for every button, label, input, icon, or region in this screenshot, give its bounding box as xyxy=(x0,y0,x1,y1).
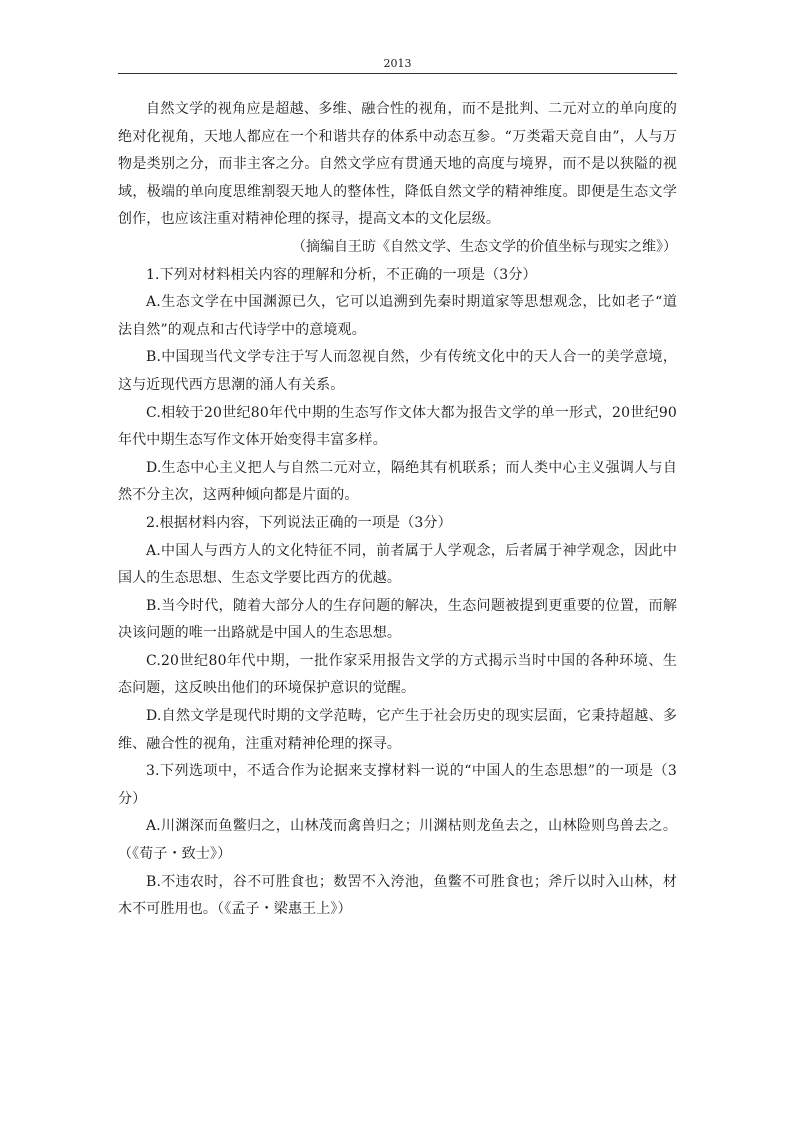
question-3-option-a: A.川渊深而鱼鳖归之，山林茂而禽兽归之；川渊枯则龙鱼去之，山林险则鸟兽去之。（《荀子・致士》） xyxy=(118,818,677,863)
question-2-stem: 2.根据材料内容，下列说法正确的一项是（3分） xyxy=(146,514,452,531)
question-2-option-c: C.20世纪80年代中期，一批作家采用报告文学的方式揭示当时中国的各种环境、生态问题，这反映出他们的环境保护意识的觉醒。 xyxy=(118,652,677,697)
passage-source: （摘编自王昉《自然文学、生态文学的价值坐标与现实之维》） xyxy=(292,238,677,255)
question-1-option-a: A.生态文学在中国渊源已久，它可以追溯到先秦时期道家等思想观念，比如老子“道法自然”的观点和古代诗学中的意境观。 xyxy=(118,294,677,338)
question-2-option-d: D.自然文学是现代时期的文学范畴，它产生于社会历史的现实层面，它秉持超越、多维、融合性的视角，注重对精神伦理的探寻。 xyxy=(118,708,677,752)
question-1-stem: 1.下列对材料相关内容的理解和分析，不正确的一项是（3分） xyxy=(146,266,537,283)
page-header: 2013 xyxy=(383,57,412,70)
question-1-option-d: D.生态中心主义把人与自然二元对立，隔绝其有机联系；而人类中心主义强调人与自然不分主次，这两种倾向都是片面的。 xyxy=(118,459,677,504)
document-body xyxy=(118,96,677,924)
question-1-option-c: C.相较于20世纪80年代中期的生态写作文体大都为报告文学的单一形式，20世纪90年代中期生态写作文体开始变得丰富多样。 xyxy=(118,404,677,449)
question-3-stem: 3.下列选项中，不适合作为论据来支撑材料一说的“中国人的生态思想”的一项是（3分） xyxy=(118,763,677,807)
question-2-option-b: B.当今时代，随着大部分人的生存问题的解决，生态问题被提到更重要的位置，而解决该问题的唯一出路就是中国人的生态思想。 xyxy=(118,597,677,642)
question-2-option-a: A.中国人与西方人的文化特征不同，前者属于人学观念，后者属于神学观念，因此中国人的生态思想、生态文学要比西方的优越。 xyxy=(118,542,677,587)
header-divider xyxy=(118,73,677,74)
passage-paragraph: 自然文学的视角应是超越、多维、融合性的视角，而不是批判、二元对立的单向度的绝对化视角，天地人都应在一个和谐共存的体系中动态互参。“万类霜天竞自由”，人与万物是类别之分，而非主客之分。自然文学应有贯通天地的高度与境界，而不是以狭隘的视域，极端的单向度思维割裂天地人的整体性，降低自然文学的精神维度。即便是生态文学创作，也应该注重对精神伦理的探寻，提高文本的文化层级。 xyxy=(118,101,677,228)
question-3-option-b: B.不违农时，谷不可胜食也；数罟不入洿池，鱼鳖不可胜食也；斧斤以时入山林，材木不可胜用也。（《孟子・梁惠王上》） xyxy=(118,873,677,918)
question-1-option-b: B.中国现当代文学专注于写人而忽视自然，少有传统文化中的天人合一的美学意境，这与近现代西方思潮的涌人有关系。 xyxy=(118,349,677,393)
